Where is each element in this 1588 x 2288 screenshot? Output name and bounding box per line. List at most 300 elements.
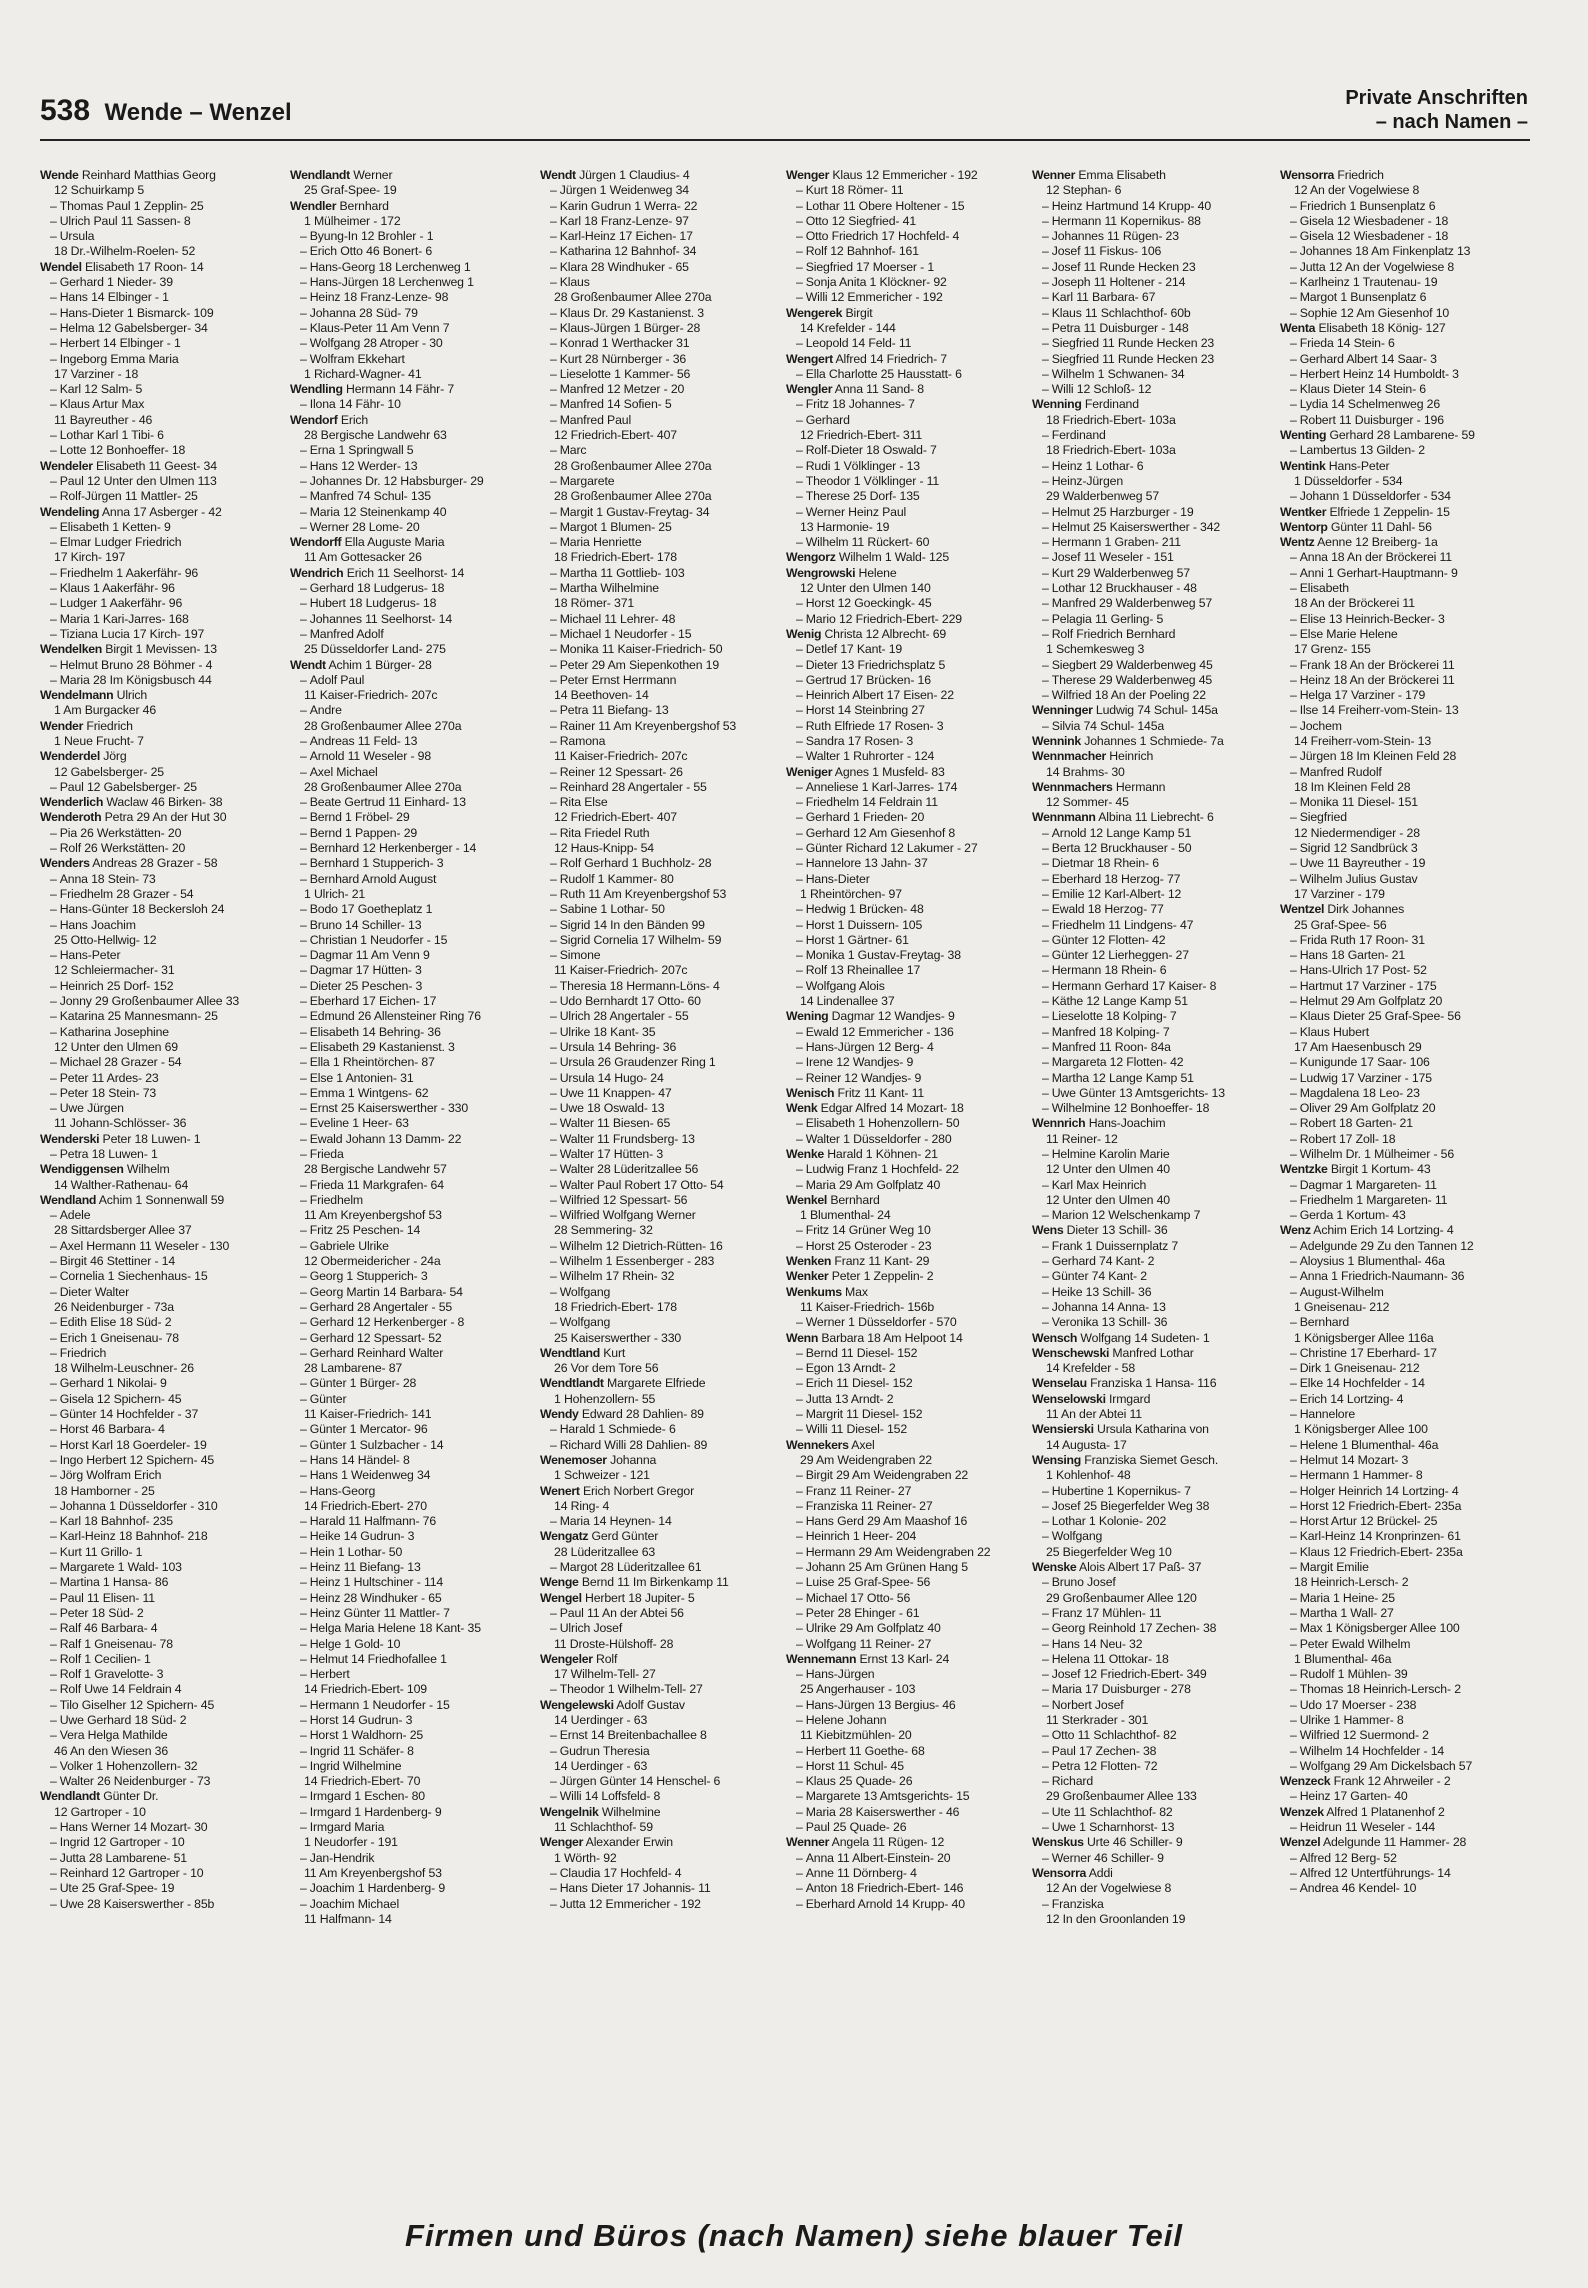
dash-marker: –	[796, 1223, 803, 1238]
dash-marker: –	[1042, 244, 1049, 259]
dash-marker: –	[50, 1009, 57, 1024]
sub-entry	[1280, 1499, 1512, 1514]
entry-continuation: 1 Neue Frucht- 7	[54, 733, 144, 748]
entry-text: Monika 1 Gustav-Freytag- 38	[805, 948, 961, 963]
sub-entry	[540, 183, 772, 198]
column-5	[1032, 168, 1264, 2163]
sub-entry	[290, 673, 522, 688]
dash-marker: –	[50, 1636, 57, 1651]
entry-text: Friedrich	[59, 1345, 107, 1360]
entry-continuation: 11 Am Kreyenbergshof 53	[304, 1208, 442, 1223]
entry-text: Wolfgang	[559, 1284, 611, 1299]
entry-text: Willi 12 Emmericher - 192	[805, 290, 943, 305]
surname-entry	[1280, 902, 1512, 917]
entry-text: Karin Gudrun 1 Werra- 22	[559, 198, 698, 213]
entry-text: Axel	[851, 1437, 875, 1452]
dash-marker: –	[1042, 1101, 1049, 1116]
entry-text: Andreas 11 Feld- 13	[309, 733, 418, 748]
dash-marker: –	[1042, 1039, 1049, 1054]
sub-entry	[1280, 1254, 1512, 1269]
entry-text: Gerhard Reinhard Walter	[309, 1345, 444, 1360]
sub-entry	[540, 1621, 772, 1636]
entry-text: Irmgard 1 Eschen- 80	[309, 1789, 425, 1804]
entry-text: Rolf 1 Cecilien- 1	[59, 1651, 151, 1666]
dash-marker: –	[550, 412, 557, 427]
column-3	[540, 168, 772, 2163]
sub-entry	[1280, 1759, 1512, 1774]
dash-marker: –	[300, 1881, 307, 1896]
dash-marker: –	[1290, 1361, 1297, 1376]
sub-entry	[786, 841, 1018, 856]
dash-marker: –	[1042, 841, 1049, 856]
entry-continuation: 14 Walther-Rathenau- 64	[54, 1177, 189, 1192]
dash-marker: –	[50, 596, 57, 611]
dash-marker: –	[1290, 259, 1297, 274]
dash-marker: –	[1042, 336, 1049, 351]
sub-entry	[290, 336, 522, 351]
sub-entry	[1280, 1637, 1512, 1652]
dash-marker: –	[796, 672, 803, 687]
sub-entry	[1032, 535, 1264, 550]
entry-text: Siegfried 11 Runde Hecken 23	[1051, 351, 1215, 366]
column-1	[40, 168, 272, 2163]
entry-text: Peter Ernst Herrmann	[559, 672, 677, 687]
surname-entry	[1280, 505, 1512, 520]
sub-entry	[540, 673, 772, 688]
surname: Wengerek	[786, 305, 843, 320]
entry-text: Günter 14 Hochfelder - 37	[59, 1407, 199, 1422]
entry-text: Volker 1 Hohenzollern- 32	[59, 1758, 198, 1773]
dash-marker: –	[796, 397, 803, 412]
entry-text: Ursula 26 Graudenzer Ring 1	[559, 1055, 716, 1070]
entry-continuation: 17 Grenz- 155	[1294, 642, 1371, 657]
sub-entry	[40, 474, 272, 489]
entry-text: Herbert Heinz 14 Humboldt- 3	[1299, 366, 1459, 381]
entry-text: Holger Heinrich 14 Lortzing- 4	[1299, 1483, 1459, 1498]
entry-text: Uwe Jürgen	[59, 1101, 124, 1116]
dash-marker: –	[50, 994, 57, 1009]
sub-entry	[40, 1055, 272, 1070]
entry-text: Alois Albert 17 Paß- 37	[1079, 1560, 1202, 1575]
entry-text: Hans-Dieter	[805, 871, 870, 886]
sub-entry	[786, 872, 1018, 887]
sub-entry	[290, 1392, 522, 1407]
sub-entry	[1280, 1132, 1512, 1147]
entry-text: Ilona 14 Fähr- 10	[309, 397, 401, 412]
entry-text: Reiner 12 Wandjes- 9	[805, 1070, 922, 1085]
entry-text: Andreas 28 Grazer - 58	[92, 856, 218, 871]
surname: Weniger	[786, 764, 833, 779]
entry-text: Wilhelm 1 Schwanen- 34	[1051, 366, 1185, 381]
sub-entry	[40, 1866, 272, 1881]
entry-text: Margot 28 Lüderitzallee 61	[559, 1560, 702, 1575]
surname: Wening	[786, 1009, 829, 1024]
surname: Wenselau	[1032, 1376, 1087, 1391]
sub-entry	[40, 1468, 272, 1483]
entry-text: Kurt 29 Walderbenweg 57	[1051, 565, 1190, 580]
sub-entry	[540, 658, 772, 673]
dash-marker: –	[1042, 1529, 1049, 1544]
sub-entry	[786, 1392, 1018, 1407]
dash-marker: –	[1042, 1636, 1049, 1651]
dash-marker: –	[50, 978, 57, 993]
entry-text: Jutta 13 Arndt- 2	[805, 1391, 894, 1406]
entry-text: Elke 14 Hochfelder - 14	[1299, 1376, 1425, 1391]
sub-entry	[290, 703, 522, 718]
surname-entry	[1280, 535, 1512, 550]
surname-entry	[786, 1147, 1018, 1162]
entry-text: Herbert	[309, 1667, 350, 1682]
sub-entry	[1280, 1208, 1512, 1223]
entry-text: Franziska	[1051, 1896, 1104, 1911]
sub-entry	[1280, 1514, 1512, 1529]
dash-marker: –	[50, 1865, 57, 1880]
dash-marker: –	[550, 886, 557, 901]
surname: Wenge	[540, 1575, 579, 1590]
dash-marker: –	[1042, 458, 1049, 473]
entry-continuation: 1 Blumenthal- 46a	[1294, 1651, 1392, 1666]
sub-entry	[1280, 1453, 1512, 1468]
sub-entry	[40, 612, 272, 627]
sub-entry	[290, 1009, 522, 1024]
sub-entry	[40, 443, 272, 458]
entry-text: Martha 1 Wall- 27	[1299, 1605, 1394, 1620]
sub-entry	[1032, 1086, 1264, 1101]
dash-marker: –	[50, 611, 57, 626]
dash-marker: –	[1290, 1590, 1297, 1605]
sub-entry	[290, 841, 522, 856]
sub-entry	[786, 1560, 1018, 1575]
entry-continuation: 14 Freiherr-vom-Stein- 13	[1294, 733, 1432, 748]
sub-entry	[540, 627, 772, 642]
entry-continuation: 1 Rheintörchen- 97	[800, 886, 902, 901]
dash-marker: –	[1290, 1544, 1297, 1559]
dash-marker: –	[1290, 1712, 1297, 1727]
entry-continuation: 26 Neidenburger - 73a	[54, 1299, 174, 1314]
sub-entry	[1032, 1529, 1264, 1544]
dash-marker: –	[1042, 1483, 1049, 1498]
entry-text: Gerda 1 Kortum- 43	[1299, 1208, 1406, 1223]
entry-text: Thomas Paul 1 Zepplin- 25	[59, 198, 204, 213]
entry-continuation: 18 An der Bröckerei 11	[1294, 596, 1415, 611]
sub-entry	[40, 1606, 272, 1621]
dash-marker: –	[50, 626, 57, 641]
surname-entry	[1280, 168, 1512, 183]
dash-marker: –	[50, 1284, 57, 1299]
surname: Wendlandt	[290, 168, 350, 182]
entry-text: Maria 1 Kari-Jarres- 168	[59, 611, 189, 626]
entry-text: Heinrich	[1109, 749, 1154, 764]
sub-entry	[540, 1147, 772, 1162]
dash-marker: –	[50, 1712, 57, 1727]
dash-marker: –	[1290, 1789, 1297, 1804]
entry-text: Dieter 25 Peschen- 3	[309, 978, 423, 993]
sub-entry	[1032, 1254, 1264, 1269]
sub-entry	[540, 306, 772, 321]
entry-text: Heinz 1 Lothar- 6	[1051, 458, 1144, 473]
entry-text: Manfred 12 Metzer - 20	[559, 382, 685, 397]
entry-text: Anna 11 Sand- 8	[834, 382, 924, 397]
surname-entry	[40, 459, 272, 474]
sub-entry	[1032, 1728, 1264, 1743]
dash-marker: –	[300, 351, 307, 366]
entry-text: Josef 11 Fiskus- 106	[1051, 244, 1162, 259]
entry-continuation: 1 Gneisenau- 212	[1294, 1299, 1390, 1314]
dash-marker: –	[300, 397, 307, 412]
sub-entry	[290, 1346, 522, 1361]
surname: Wendelken	[40, 642, 102, 657]
entry-continuation: 11 Kaiser-Friedrich- 207c	[554, 749, 688, 764]
entry-text: Willi 11 Diesel- 152	[805, 1422, 908, 1437]
entry-text: Gertrud 17 Brücken- 16	[805, 672, 931, 687]
entry-text: Rita Else	[559, 795, 608, 810]
dash-marker: –	[796, 1498, 803, 1513]
sub-entry	[1032, 306, 1264, 321]
entry-text: Peter 29 Am Siepenkothen 19	[559, 657, 720, 672]
dash-marker: –	[550, 1728, 557, 1743]
entry-continuation: 1 Königsberger Allee 100	[1294, 1422, 1428, 1437]
entry-text: Karl-Heinz 14 Kronprinzen- 61	[1299, 1529, 1461, 1544]
entry-text: Norbert Josef	[1051, 1697, 1124, 1712]
entry-continuation: 25 Biegerfelder Weg 10	[1046, 1544, 1172, 1559]
entry-text: Fritz 18 Johannes- 7	[805, 397, 915, 412]
entry-text: Else 1 Antonien- 31	[309, 1070, 414, 1085]
entry-text: Ludger 1 Aakerfähr- 96	[59, 596, 183, 611]
sub-entry	[40, 1254, 272, 1269]
entry-text: Margarete	[559, 473, 615, 488]
sub-entry	[786, 1162, 1018, 1177]
dash-marker: –	[1042, 856, 1049, 871]
entry-text: Sigrid 12 Sandbrück 3	[1299, 841, 1418, 856]
entry-continuation: 28 Semmering- 32	[554, 1223, 653, 1238]
entry-text: Sigrid 14 In den Bänden 99	[559, 917, 705, 932]
entry-text: Wilfried Wolfgang Werner	[559, 1208, 696, 1223]
dash-marker: –	[50, 1437, 57, 1452]
sub-entry	[1280, 658, 1512, 673]
entry-text: Ruth Elfriede 17 Rosen- 3	[805, 718, 944, 733]
surname: Wentz	[1280, 535, 1315, 550]
entry-text: Jutta 28 Lambarene- 51	[59, 1850, 187, 1865]
sub-entry	[1032, 1055, 1264, 1070]
dash-marker: –	[1290, 1070, 1297, 1085]
surname: Wenzel	[1280, 1835, 1321, 1850]
dash-marker: –	[1290, 1560, 1297, 1575]
sub-entry	[540, 199, 772, 214]
entry-text: Elmar Ludger Friedrich	[59, 535, 182, 550]
entry-text: Günter 11 Dahl- 56	[1330, 519, 1432, 534]
sub-entry	[786, 260, 1018, 275]
entry-text: Wolfram Ekkehart	[309, 351, 405, 366]
sub-entry	[786, 1621, 1018, 1636]
surname-entry	[540, 1484, 772, 1499]
dash-marker: –	[300, 259, 307, 274]
sub-entry	[40, 581, 272, 596]
entry-text: Ingrid Wilhelmine	[309, 1758, 402, 1773]
entry-text: Hannelore	[1299, 1407, 1356, 1422]
dash-marker: –	[300, 1636, 307, 1651]
surname-entry	[786, 1269, 1018, 1284]
sub-entry	[786, 963, 1018, 978]
entry-text: Siegfried 17 Moerser - 1	[805, 259, 935, 274]
entry-text: Detlef 17 Kant- 19	[805, 642, 903, 657]
sub-entry	[290, 1805, 522, 1820]
dash-marker: –	[1042, 581, 1049, 596]
surname-entry	[40, 795, 272, 810]
entry-continuation: 28 Großenbaumer Allee 270a	[554, 458, 712, 473]
entry-text: Johanna 14 Anna- 13	[1051, 1299, 1166, 1314]
entry-text: Hans-Peter	[59, 948, 121, 963]
surname: Wenkums	[786, 1284, 842, 1299]
sub-entry	[1032, 719, 1264, 734]
entry-text: Rolf 26 Werkstätten- 20	[59, 841, 186, 856]
sub-entry	[290, 1637, 522, 1652]
sub-entry	[540, 367, 772, 382]
dash-marker: –	[550, 1269, 557, 1284]
entry-continuation: 14 Lindenallee 37	[800, 994, 895, 1009]
entry-text: Wilfried 12 Spessart- 56	[559, 1192, 688, 1207]
dash-marker: –	[1290, 397, 1297, 412]
dash-marker: –	[1290, 1254, 1297, 1269]
surname-entry	[786, 550, 1018, 565]
dash-marker: –	[1042, 382, 1049, 397]
sub-entry	[786, 367, 1018, 382]
entry-text: Ulrike 1 Hammer- 8	[1299, 1712, 1404, 1727]
sub-entry	[1032, 1637, 1264, 1652]
sub-entry	[540, 1682, 772, 1697]
entry-text: Anneliese 1 Karl-Jarres- 174	[805, 779, 958, 794]
surname-entry	[290, 199, 522, 214]
entry-text: Klaus 25 Quade- 26	[805, 1774, 913, 1789]
sub-entry	[540, 1315, 772, 1330]
surname: Wenschewski	[1032, 1345, 1110, 1360]
entry-text: Bruno 14 Schiller- 13	[309, 917, 422, 932]
sub-entry	[786, 1055, 1018, 1070]
surname-entry	[786, 1835, 1018, 1850]
dash-marker: –	[550, 320, 557, 335]
dash-marker: –	[796, 1590, 803, 1605]
dash-marker: –	[300, 1590, 307, 1605]
dash-marker: –	[796, 1529, 803, 1544]
entry-text: Anna 18 An der Bröckerei 11	[1299, 550, 1452, 565]
entry-text: Franz 11 Reiner- 27	[805, 1483, 912, 1498]
sub-entry	[290, 1285, 522, 1300]
entry-continuation: 17 Varziner - 18	[54, 366, 139, 381]
dash-marker: –	[1290, 764, 1297, 779]
dash-marker: –	[796, 1774, 803, 1789]
entry-text: Karl-Heinz 17 Eichen- 17	[559, 229, 693, 244]
entry-text: Hermann 1 Graben- 211	[1051, 535, 1181, 550]
entry-continuation: 11 Kaiser-Friedrich- 156b	[800, 1299, 935, 1314]
entry-text: Kunigunde 17 Saar- 106	[1299, 1055, 1430, 1070]
surname: Wennmachers	[1032, 779, 1113, 794]
entry-text: Dagmar 12 Wandjes- 9	[831, 1009, 955, 1024]
sub-entry	[40, 627, 272, 642]
dash-marker: –	[300, 1085, 307, 1100]
dash-marker: –	[1042, 428, 1049, 443]
dash-marker: –	[550, 825, 557, 840]
entry-text: Birgit 1 Kortum- 43	[1330, 1162, 1431, 1177]
sub-entry	[1032, 1315, 1264, 1330]
sub-entry	[40, 1652, 272, 1667]
sub-entry	[786, 1744, 1018, 1759]
dash-marker: –	[50, 336, 57, 351]
dash-marker: –	[550, 1254, 557, 1269]
sub-entry	[1280, 795, 1512, 810]
entry-text: Ulrich 28 Angertaler - 55	[559, 1009, 689, 1024]
dash-marker: –	[50, 1774, 57, 1789]
sub-entry	[786, 1178, 1018, 1193]
entry-text: Maria 17 Duisburger - 278	[1051, 1682, 1191, 1697]
dash-marker: –	[1290, 1192, 1297, 1207]
entry-text: Kurt	[603, 1345, 626, 1360]
surname-entry	[1032, 1116, 1264, 1131]
sub-entry	[540, 918, 772, 933]
entry-text: Maria 28 Kaiserswerther - 46	[805, 1804, 960, 1819]
dash-marker: –	[1042, 994, 1049, 1009]
entry-text: Bernhard Arnold August	[309, 871, 437, 886]
entry-continuation: 11 An der Abtei 11	[1046, 1407, 1142, 1422]
sub-entry	[290, 1621, 522, 1636]
entry-text: Ernst 25 Kaiserswerther - 330	[309, 1101, 469, 1116]
sub-entry	[786, 1774, 1018, 1789]
dash-marker: –	[796, 948, 803, 963]
surname-entry	[786, 1009, 1018, 1024]
sub-entry	[40, 979, 272, 994]
sub-entry	[1032, 856, 1264, 871]
dash-marker: –	[1290, 1208, 1297, 1223]
surname-entry	[1280, 1835, 1512, 1850]
entry-text: Rolf-Jürgen 11 Mattler- 25	[59, 489, 198, 504]
dash-marker: –	[300, 1560, 307, 1575]
sub-entry	[786, 780, 1018, 795]
entry-text: Claudia 17 Hochfeld- 4	[559, 1865, 682, 1880]
sub-entry	[786, 1040, 1018, 1055]
dash-marker: –	[796, 1024, 803, 1039]
sub-entry	[40, 1591, 272, 1606]
dash-marker: –	[1290, 290, 1297, 305]
entry-text: Ella Charlotte 25 Hausstatt- 6	[805, 366, 962, 381]
sub-entry	[1280, 1071, 1512, 1086]
entry-text: Michael 1 Neudorfer - 15	[559, 626, 692, 641]
entry-text: Anni 1 Gerhart-Hauptmann- 9	[1299, 565, 1458, 580]
dash-marker: –	[300, 1437, 307, 1452]
entry-text: Reinhard 12 Gartroper - 10	[59, 1865, 204, 1880]
dash-marker: –	[50, 871, 57, 886]
sub-entry	[1032, 229, 1264, 244]
sub-entry	[786, 1866, 1018, 1881]
surname: Wenselowski	[1032, 1391, 1106, 1406]
dash-marker: –	[550, 183, 557, 198]
sub-entry	[40, 1453, 272, 1468]
entry-text: Theresia 18 Hermann-Löns- 4	[559, 978, 720, 993]
sub-entry	[1280, 933, 1512, 948]
sub-entry	[540, 1239, 772, 1254]
entry-text: Hans-Jürgen 12 Berg- 4	[805, 1039, 934, 1054]
sub-entry	[290, 994, 522, 1009]
surname-entry	[786, 352, 1018, 367]
entry-text: Bernhard	[339, 198, 389, 213]
sub-entry	[290, 1514, 522, 1529]
entry-text: Hedwig 1 Brücken- 48	[805, 902, 924, 917]
sub-entry	[786, 1499, 1018, 1514]
sub-entry	[786, 948, 1018, 963]
entry-text: Wilhelm Dr. 1 Mülheimer - 56	[1299, 1147, 1455, 1161]
sub-entry	[290, 918, 522, 933]
surname-entry	[1032, 1866, 1264, 1881]
dash-marker: –	[550, 1865, 557, 1880]
entry-text: Irmgard	[1108, 1391, 1151, 1406]
entry-text: Johannes 11 Seelhorst- 14	[309, 611, 453, 626]
